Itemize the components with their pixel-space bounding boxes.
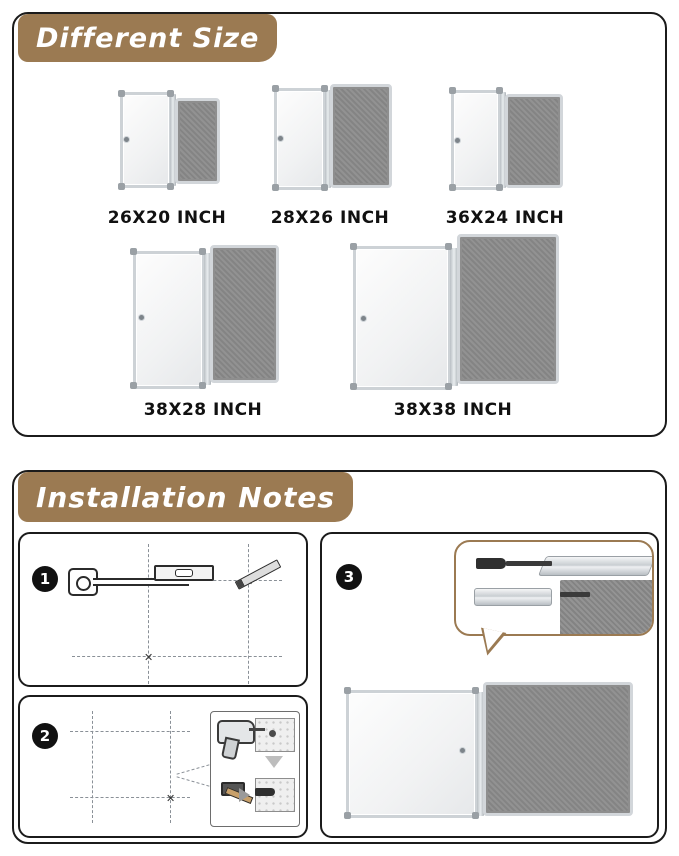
pencil-icon	[235, 559, 282, 589]
mounted-board-illustration	[346, 682, 634, 820]
arrow-right-icon	[239, 788, 250, 802]
step-number-badge-3: 3	[336, 564, 362, 590]
board-size-label-1: 26X20 INCH	[107, 208, 227, 228]
installation-step-2	[18, 695, 308, 838]
screw-icon	[560, 592, 590, 597]
board-illustration-4	[127, 243, 279, 389]
drill-bit-icon	[249, 728, 265, 731]
guide-line-vertical	[92, 711, 93, 823]
guide-line-vertical	[170, 711, 171, 823]
arrow-down-icon	[265, 756, 283, 768]
board-size-label-3: 36X24 INCH	[445, 208, 565, 228]
aluminium-rail-icon	[538, 556, 654, 576]
felt-surface-icon	[560, 580, 654, 636]
wall-plug-icon	[476, 558, 506, 569]
guide-line-vertical	[248, 544, 249, 684]
board-illustration-5	[347, 232, 559, 392]
guide-line-horizontal	[70, 731, 190, 732]
screw-icon	[506, 561, 552, 566]
board-size-label-5: 38X38 INCH	[393, 400, 513, 420]
mark-x: ✕	[166, 792, 176, 805]
step-number-badge-1: 1	[32, 566, 58, 592]
drill-hole-icon	[269, 730, 276, 737]
board-illustration-2	[268, 82, 392, 190]
installation-step-1	[18, 532, 308, 687]
board-illustration-1	[112, 88, 220, 188]
pointer-line	[177, 776, 210, 786]
guide-line-horizontal	[72, 656, 282, 657]
board-illustration-3	[447, 86, 563, 190]
installation-step-3	[320, 532, 659, 838]
installation-notes-title: Installation Notes	[18, 472, 353, 522]
drill-detail-inset	[210, 711, 300, 827]
mark-x: ✕	[144, 651, 154, 664]
wall-anchor-icon	[255, 788, 275, 796]
drill-grip	[221, 737, 240, 761]
board-size-label-2: 28X26 INCH	[270, 208, 390, 228]
spirit-level-icon	[154, 565, 214, 581]
pointer-line	[177, 764, 210, 774]
step-number-badge-2: 2	[32, 723, 58, 749]
callout-bubble	[454, 540, 654, 636]
different-size-title: Different Size	[18, 14, 277, 62]
aluminium-rail-icon	[474, 588, 552, 606]
board-size-label-4: 38X28 INCH	[143, 400, 263, 420]
callout-tail-inner	[479, 628, 503, 653]
